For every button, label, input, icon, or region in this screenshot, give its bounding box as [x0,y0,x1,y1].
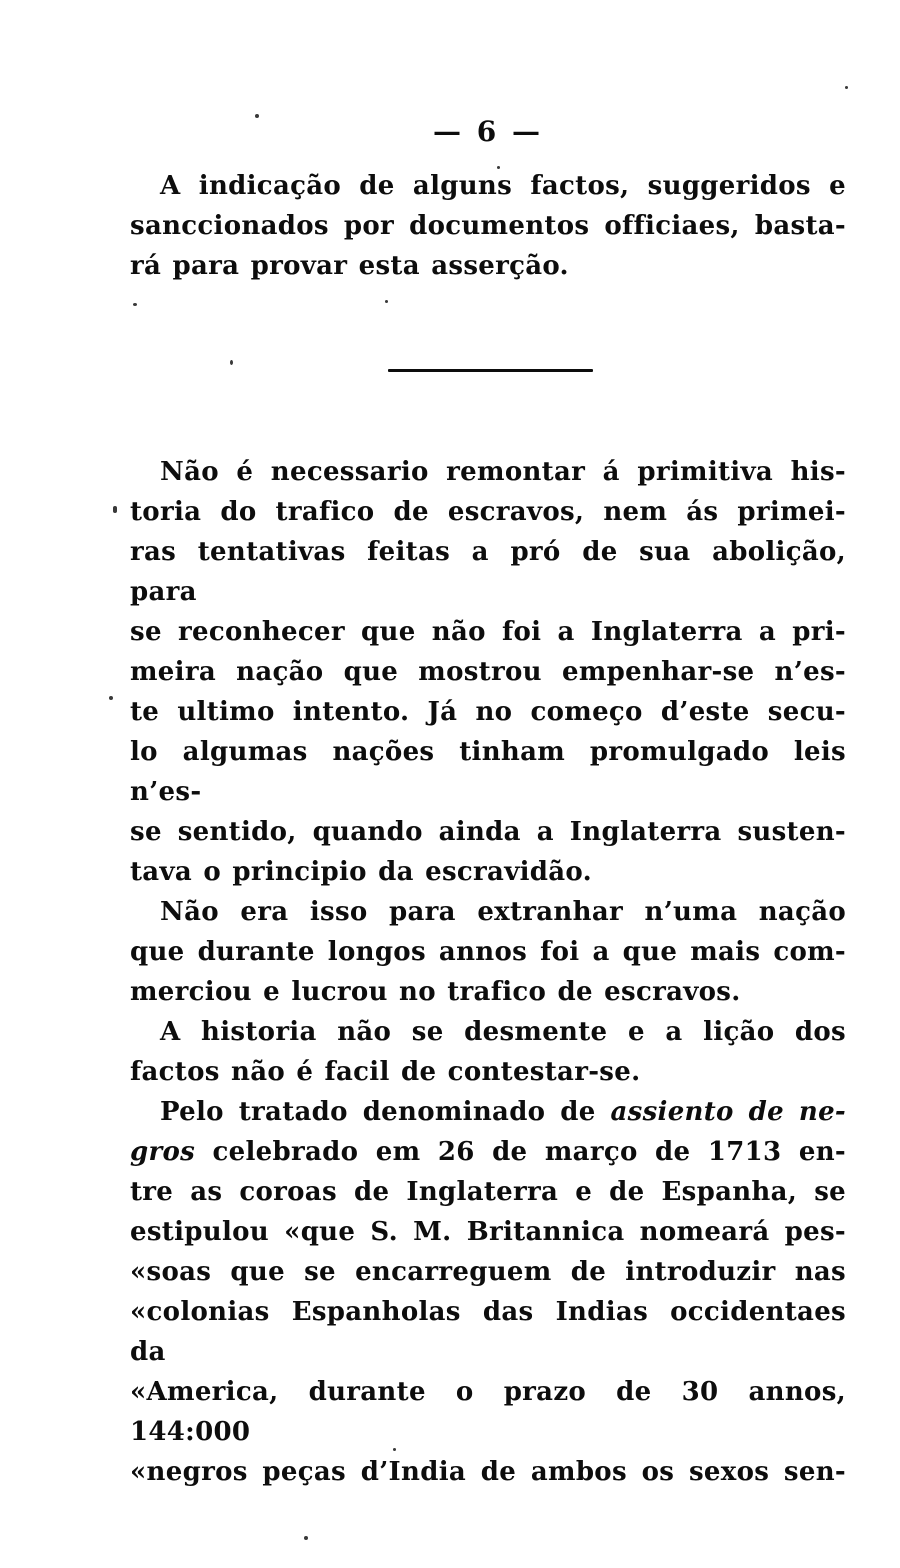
text-segment: Não era isso para extranhar n’uma nação [160,897,846,927]
text-segment: rá para provar esta asserção. [130,251,569,281]
page-number: — 6 — [433,115,543,148]
text-line [130,892,846,932]
text-line [130,1172,846,1212]
scan-speck [109,696,113,700]
section-divider [388,369,593,372]
scan-speck [113,506,117,513]
text-segment: meira nação que mostrou empenhar-se n’es- [130,657,846,687]
text-segment: se sentido, quando ainda a Inglaterra susten- [130,817,846,847]
text-line [130,1052,846,1092]
text-line [130,852,846,892]
text-line [130,1212,846,1252]
text-line [130,1372,846,1452]
text-line [130,532,846,612]
text-line [130,1252,846,1292]
italic-text-segment: assiento de ne- [610,1097,847,1127]
text-segment: A indicação de alguns factos, suggeridos e [160,171,846,201]
text-line [130,732,846,812]
text-segment: «colonias Espanholas das Indias occidentaes da [130,1297,846,1367]
text-segment: tava o principio da escravidão. [130,857,592,887]
text-segment: tre as coroas de Inglaterra e de Espanha, se [130,1177,846,1207]
text-segment: «negros peças d’India de ambos os sexos sen- [130,1457,846,1487]
text-segment: estipulou «que S. M. Britannica nomeará pes- [130,1217,846,1247]
text-segment: celebrado em 26 de março de 1713 en- [195,1137,846,1167]
text-line [130,246,846,286]
text-line [130,492,846,532]
text-segment: Pelo tratado denominado de [160,1097,611,1127]
text-line [130,1012,846,1052]
text-segment: A historia não se desmente e a lição dos [160,1017,846,1047]
text-segment: se reconhecer que não foi a Inglaterra a pri- [130,617,846,647]
text-line [130,692,846,732]
text-segment: lo algumas nações tinham promulgado leis n’es- [130,737,846,807]
text-line [130,1132,846,1172]
text-line [130,972,846,1012]
body-text [130,452,846,1492]
text-segment: toria do trafico de escravos, nem ás primei- [130,497,846,527]
text-line [130,1452,846,1492]
text-segment: Não é necessario remontar á primitiva his- [160,457,846,487]
text-line [130,1092,846,1132]
scan-speck [393,1448,396,1451]
text-line [130,812,846,852]
text-line [130,452,846,492]
text-line [130,932,846,972]
text-segment: factos não é facil de contestar-se. [130,1057,641,1087]
text-segment: que durante longos annos foi a que mais com- [130,937,846,967]
text-segment: te ultimo intento. Já no começo d’este secu- [130,697,846,727]
text-line [130,206,846,246]
text-segment: «soas que se encarreguem de introduzir nas [130,1257,846,1287]
scan-speck [497,166,500,169]
scan-speck [385,300,388,303]
text-segment: merciou e lucrou no trafico de escravos. [130,977,741,1007]
text-line [130,612,846,652]
scan-speck [133,303,137,306]
text-segment: ras tentativas feitas a pró de sua abolição, para [130,537,846,607]
italic-text-segment: gros [130,1137,196,1167]
intro-paragraph [130,166,846,286]
text-segment: sanccionados por documentos officiaes, basta- [130,211,846,241]
text-line [130,166,846,206]
text-segment: «America, durante o prazo de 30 annos, 144:000 [130,1377,846,1447]
scan-speck [255,114,259,118]
text-line [130,652,846,692]
scan-speck [304,1536,308,1540]
text-line [130,1292,846,1372]
scan-speck [845,86,848,89]
scan-speck [230,360,233,365]
